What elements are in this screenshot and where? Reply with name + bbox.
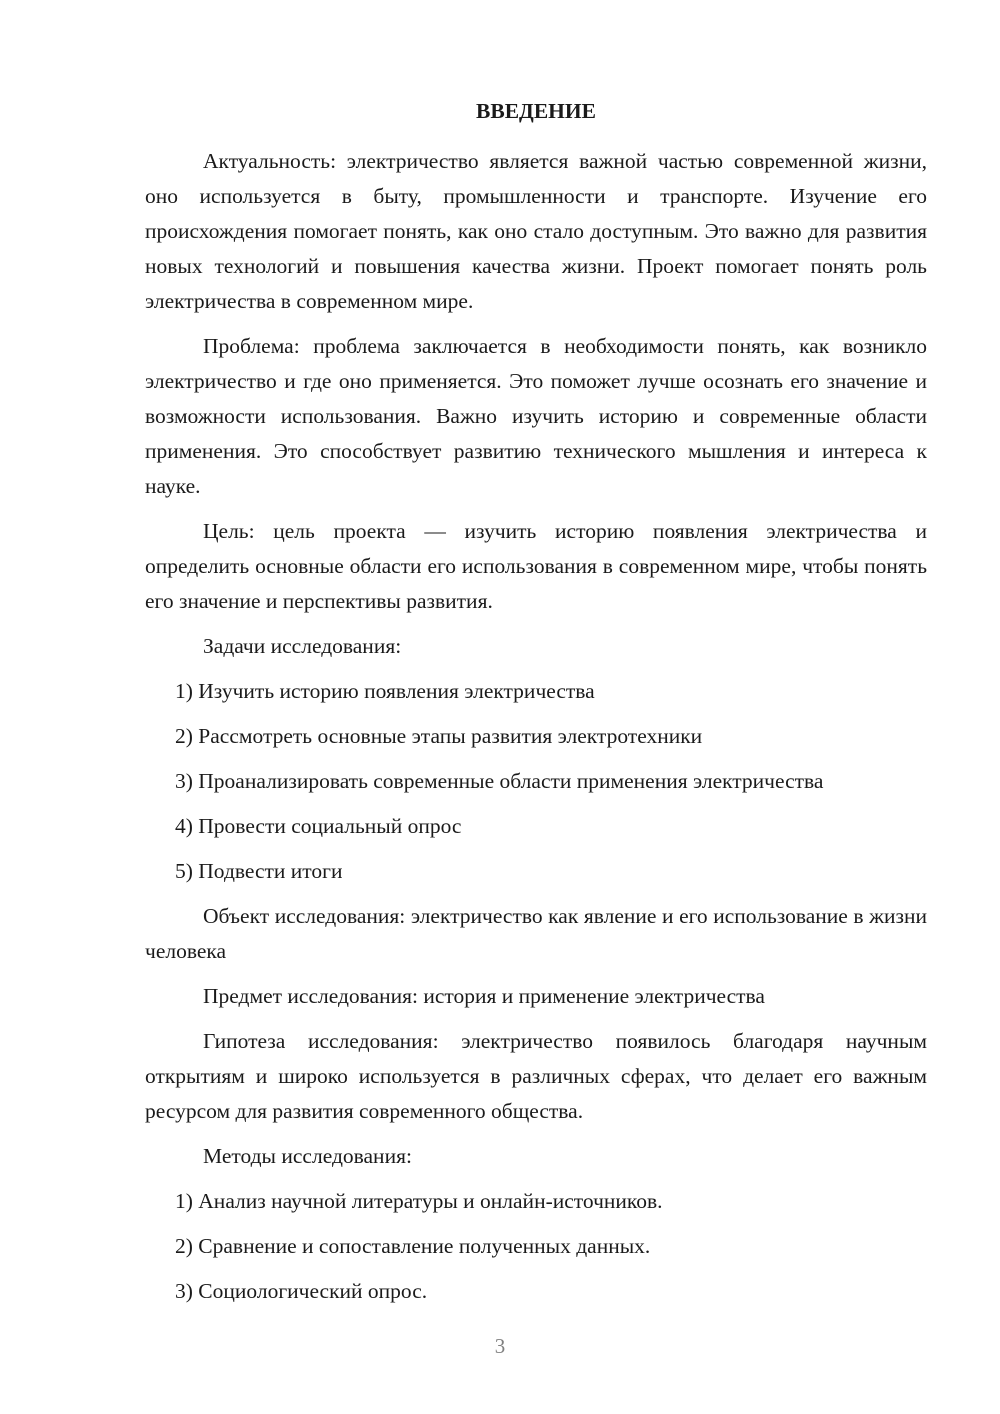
task-item: 1) Изучить историю появления электричества [175, 679, 595, 703]
methods-heading: Методы исследования: [203, 1144, 412, 1168]
task-item: 4) Провести социальный опрос [175, 814, 462, 838]
task-item: 2) Рассмотреть основные этапы развития электротехники [175, 724, 703, 748]
method-item: 2) Сравнение и сопоставление полученных данных. [175, 1234, 651, 1258]
page-number: 3 [494, 1334, 506, 1358]
method-item: 3) Социологический опрос. [175, 1279, 428, 1303]
tasks-list [145, 674, 927, 889]
tasks-heading: Задачи исследования: [203, 634, 402, 658]
hypothesis-paragraph: Гипотеза исследования: электричество появилось благодаря научным открытиям и широко используется в различных сферах, что делает его важным ресурсом для развития современного общества. [145, 1029, 927, 1123]
task-item: 5) Подвести итоги [175, 859, 343, 883]
task-item: 3) Проанализировать современные области применения электричества [175, 769, 824, 793]
section-title: ВВЕДЕНИЕ [476, 99, 596, 123]
methods-list [145, 1184, 927, 1309]
subject-paragraph: Предмет исследования: история и применение электричества [203, 984, 765, 1008]
method-item: 1) Анализ научной литературы и онлайн-источников. [175, 1189, 663, 1213]
relevance-paragraph: Актуальность: электричество является важной частью современной жизни, оно используется в быту, промышленности и транспорте. Изучение его происхождения помогает понять, как оно стало доступным. Это важно для развития новых технологий и повышения качества жизни. Проект помогает понять роль электричества в современном мире. [145, 149, 927, 313]
document-page [145, 96, 927, 1319]
problem-paragraph: Проблема: проблема заключается в необходимости понять, как возникло электричество и где оно применяется. Это поможет лучше осознать его значение и возможности использования. Важно изучить историю и современные области применения. Это способствует развитию технического мышления и интереса к науке. [145, 334, 927, 498]
goal-paragraph: Цель: цель проекта — изучить историю появления электричества и определить основные области его использования в современном мире, чтобы понять его значение и перспективы развития. [145, 519, 927, 613]
object-paragraph: Объект исследования: электричество как явление и его использование в жизни человека [145, 904, 927, 963]
